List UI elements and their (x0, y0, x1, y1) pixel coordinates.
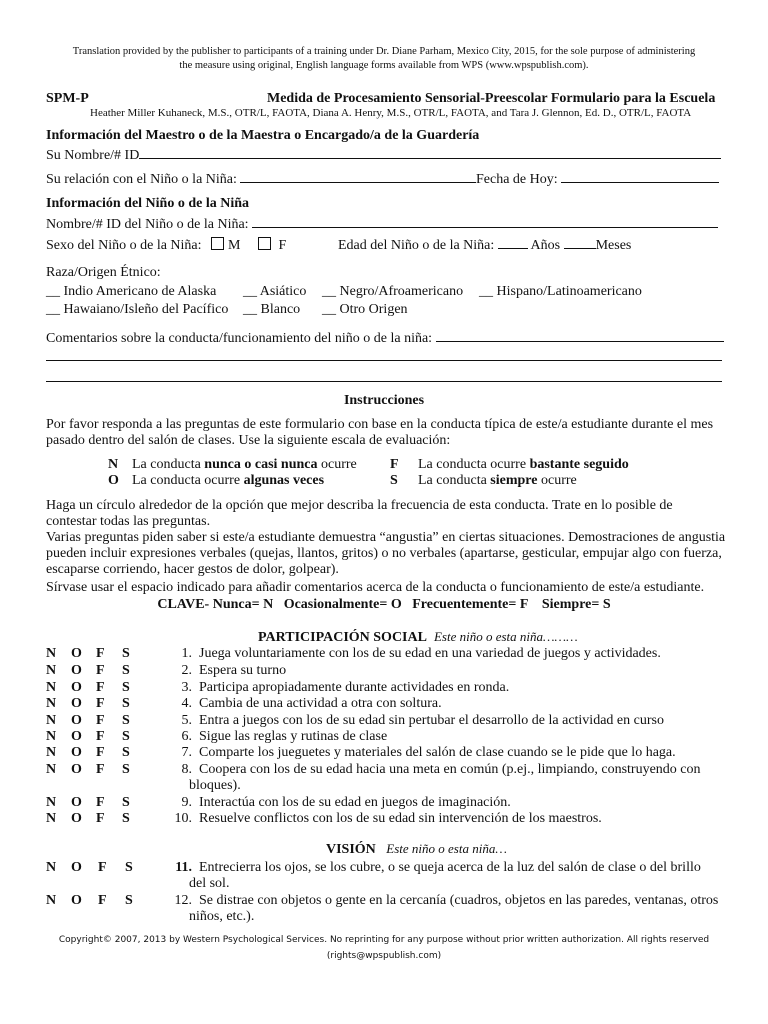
race-option-label: Hispano/Latinoamericano (496, 284, 642, 299)
question-row (46, 795, 726, 811)
answer-option-s[interactable]: S (122, 646, 130, 661)
question-number: 5. (181, 713, 192, 728)
question-row (46, 713, 726, 729)
scale-o (108, 473, 324, 489)
race-option-label: Hawaiano/Isleño del Pacífico (63, 302, 229, 317)
question-number: 1. (181, 646, 192, 661)
scale-text: La conducta (418, 473, 491, 488)
child-sex-row (46, 237, 286, 254)
race-option-checkline[interactable]: __ (322, 302, 336, 317)
answer-option-o[interactable]: O (71, 811, 82, 826)
answer-option-s[interactable]: S (122, 696, 130, 711)
answer-option-f[interactable]: F (96, 696, 105, 711)
answer-option-s[interactable]: S (122, 745, 130, 760)
scale-bold: nunca o casi nunca (204, 457, 318, 472)
social-section-heading (258, 629, 578, 646)
answer-option-f[interactable]: F (96, 663, 105, 678)
answer-option-s[interactable]: S (125, 893, 133, 908)
question-row (46, 696, 726, 712)
scale-text: La conducta ocurre (132, 473, 244, 488)
scale-text: La conducta ocurre (418, 457, 530, 472)
child-name-label: Nombre/# ID del Niño o de la Niña: (46, 217, 249, 232)
answer-option-o[interactable]: O (71, 745, 82, 760)
sex-m-checkbox[interactable] (211, 237, 224, 250)
answer-option-n[interactable]: N (46, 729, 57, 744)
answer-option-f[interactable]: F (96, 795, 105, 810)
scale-letter: N (108, 457, 119, 472)
scale-text-post: ocurre (317, 457, 357, 472)
teacher-relation-label: Su relación con el Niño o la Niña: (46, 172, 237, 187)
vision-section-heading (326, 841, 507, 858)
answer-option-o[interactable]: O (71, 795, 82, 810)
question-number: 8. (181, 762, 192, 777)
race-option-white (243, 302, 300, 318)
answer-option-n[interactable]: N (46, 762, 57, 777)
question-text-continued: del sol. (189, 876, 230, 891)
question-number: 12. (174, 893, 192, 908)
question-number: 7. (181, 745, 192, 760)
race-option-label: Otro Origen (339, 302, 408, 317)
question-row (46, 646, 726, 662)
date-field[interactable] (561, 171, 719, 183)
question-text: Coopera con los de su edad hacia una meta en común (p.ej., limpiando, construyendo con (199, 762, 701, 777)
answer-option-n[interactable]: N (46, 696, 57, 711)
question-text: Resuelve conflictos con los de su edad sin intervención de los maestros. (199, 811, 602, 826)
scale-letter: O (108, 473, 119, 488)
child-name-row (46, 216, 718, 233)
comments-row (46, 330, 724, 347)
teacher-name-row (46, 147, 721, 164)
sex-m-label: M (228, 238, 241, 253)
teacher-name-label: Su Nombre/# ID (46, 148, 140, 163)
copyright-email: (rights@wpspublish.com) (326, 951, 442, 961)
answer-option-n[interactable]: N (46, 646, 57, 661)
answer-key: CLAVE- Nunca= N Ocasionalmente= O Frecuentemente= F Siempre= S (157, 597, 611, 612)
scale-bold: algunas veces (243, 473, 325, 488)
answer-option-o[interactable]: O (71, 860, 82, 875)
race-option-other (322, 302, 408, 318)
scale-text: La conducta (132, 457, 205, 472)
question-row (46, 860, 726, 891)
instructions-paragraph-1: Por favor responda a las preguntas de este formulario con base en la conducta típica de este/a estudiante durante el mes pasado dentro del salón de clases. Use la siguiente escala de evaluación: (46, 417, 714, 448)
question-row (46, 811, 726, 827)
translation-note-line-1: Translation provided by the publisher to participants of a training under Dr. Diane Parham, Mexico City, 2015, for the sole purpose of administering (72, 46, 696, 57)
question-text: Comparte los jueguetes y materiales del salón de clase cuando se le pide que lo haga. (199, 745, 676, 760)
race-option-label: Asiático (259, 284, 307, 299)
answer-option-f[interactable]: F (98, 860, 107, 875)
comments-line-2[interactable] (46, 360, 722, 361)
question-row (46, 893, 726, 924)
race-label: Raza/Origen Étnico: (46, 265, 161, 280)
race-option-black (322, 284, 463, 300)
sex-f-checkbox[interactable] (258, 237, 271, 250)
answer-option-f[interactable]: F (96, 729, 105, 744)
question-number: 11. (175, 860, 192, 875)
race-option-checkline[interactable]: __ (243, 302, 257, 317)
question-text: Participa apropiadamente durante actividades en ronda. (199, 680, 510, 695)
scale-text-post: ocurre (537, 473, 577, 488)
question-text-continued: bloques). (189, 778, 241, 793)
answer-option-f[interactable]: F (96, 811, 105, 826)
social-heading: PARTICIPACIÓN SOCIAL (258, 630, 427, 645)
instructions-heading: Instrucciones (343, 393, 425, 408)
answer-option-f[interactable]: F (96, 762, 105, 777)
answer-option-n[interactable]: N (46, 663, 57, 678)
answer-option-f[interactable]: F (96, 745, 105, 760)
scale-bold: bastante seguido (529, 457, 629, 472)
date-label: Fecha de Hoy: (476, 172, 558, 187)
comments-label: Comentarios sobre la conducta/funcionamiento del niño o de la niña: (46, 331, 433, 346)
teacher-section-heading: Información del Maestro o de la Maestra o Encargado/a de la Guardería (46, 128, 480, 143)
scale-letter: S (390, 473, 398, 488)
race-option-hispanic (479, 284, 642, 300)
answer-option-f[interactable]: F (96, 713, 105, 728)
answer-option-o[interactable]: O (71, 646, 82, 661)
teacher-relation-field[interactable] (240, 171, 476, 183)
child-age-row (338, 237, 631, 254)
race-option-checkline[interactable]: __ (322, 284, 336, 299)
question-number: 3. (181, 680, 192, 695)
answer-option-o[interactable]: O (71, 729, 82, 744)
answer-option-o[interactable]: O (71, 762, 82, 777)
answer-option-f[interactable]: F (98, 893, 107, 908)
question-text: Entra a juegos con los de su edad sin pertubar el desarrollo de la actividad en curso (199, 713, 664, 728)
answer-option-s[interactable]: S (122, 762, 130, 777)
age-years-field[interactable] (498, 237, 528, 249)
age-months-label: Meses (595, 238, 632, 253)
race-option-label: Negro/Afroamericano (339, 284, 464, 299)
question-row (46, 680, 726, 696)
question-text: Espera su turno (199, 663, 287, 678)
answer-option-n[interactable]: N (46, 860, 57, 875)
vision-heading: VISIÓN (326, 842, 376, 857)
copyright-line: Copyright© 2007, 2013 by Western Psychological Services. No reprinting for any purpose without prior written authorization. All rights reserved (58, 935, 710, 945)
answer-option-o[interactable]: O (71, 663, 82, 678)
form-title: Medida de Procesamiento Sensorial-Preescolar Formulario para la Escuela (267, 91, 716, 106)
teacher-name-field[interactable] (139, 147, 721, 159)
scale-bold: siempre (490, 473, 538, 488)
scale-letter: F (390, 457, 399, 472)
sex-f-label: F (278, 238, 287, 253)
question-row (46, 663, 726, 679)
question-number: 9. (181, 795, 192, 810)
scale-n (108, 457, 357, 473)
answer-option-n[interactable]: N (46, 713, 57, 728)
race-option-hawaiian (46, 302, 228, 318)
answer-option-o[interactable]: O (71, 696, 82, 711)
question-row (46, 745, 726, 761)
vision-subheading: Este niño o esta niña… (386, 841, 507, 856)
question-row (46, 729, 726, 745)
form-authors: Heather Miller Kuhaneck, M.S., OTR/L, FAOTA, Diana A. Henry, M.S., OTR/L, FAOTA, and Tara J. Glennon, Ed. D., OTR/L, FAOTA (90, 107, 692, 119)
answer-option-n[interactable]: N (46, 680, 57, 695)
answer-option-n[interactable]: N (46, 795, 57, 810)
answer-option-o[interactable]: O (71, 893, 82, 908)
answer-option-n[interactable]: N (46, 745, 57, 760)
answer-option-f[interactable]: F (96, 646, 105, 661)
scale-f (390, 457, 629, 473)
answer-option-s[interactable]: S (125, 860, 133, 875)
race-option-checkline[interactable]: __ (243, 284, 257, 299)
question-number: 6. (181, 729, 192, 744)
question-text-continued: niños, etc.). (189, 909, 255, 924)
race-option-row-1 (46, 284, 216, 300)
age-months-field[interactable] (564, 237, 596, 249)
answer-option-s[interactable]: S (122, 811, 130, 826)
race-option-asian (243, 284, 306, 300)
question-text: Sigue las reglas y rutinas de clase (199, 729, 388, 744)
answer-option-s[interactable]: S (122, 663, 130, 678)
child-name-field[interactable] (252, 216, 718, 228)
instructions-paragraph-3: Varias preguntas piden saber si este/a estudiante demuestra “angustia” en ciertas situaciones. Demostraciones de angustia pueden incluir expresiones verbales (quejas, llantos, gritos) o no verbales (apartarse, gesticular, empujar algo con fuerza, escaparse corriendo, hacer gestos de dolor, golpear). (46, 530, 726, 577)
answer-option-s[interactable]: S (122, 729, 130, 744)
scale-s (390, 473, 577, 489)
child-section-heading: Información del Niño o de la Niña (46, 196, 250, 211)
question-number: 10. (174, 811, 192, 826)
date-row (476, 171, 719, 188)
answer-option-f[interactable]: F (96, 680, 105, 695)
question-text: Se distrae con objetos o gente en la cercanía (cuadros, objetos en las paredes, ventanas, otros (199, 893, 719, 908)
answer-option-s[interactable]: S (122, 795, 130, 810)
race-option-checkline[interactable]: __ (46, 302, 60, 317)
question-text: Cambia de una actividad a otra con soltura. (199, 696, 442, 711)
child-age-label: Edad del Niño o de la Niña: (338, 238, 495, 253)
question-text: Interactúa con los de su edad en juegos de imaginación. (199, 795, 511, 810)
question-number: 4. (181, 696, 192, 711)
age-years-label: Años (530, 238, 561, 253)
race-option-label: Blanco (260, 302, 301, 317)
answer-option-n[interactable]: N (46, 893, 57, 908)
question-number: 2. (181, 663, 192, 678)
social-subheading: Este niño o esta niña……… (433, 629, 578, 644)
race-option-label: Indio Americano de Alaska (63, 284, 217, 299)
child-sex-label: Sexo del Niño o de la Niña: (46, 238, 202, 253)
form-code: SPM-P (46, 91, 89, 106)
comments-line-3[interactable] (46, 381, 722, 382)
answer-option-s[interactable]: S (122, 680, 130, 695)
question-text: Entrecierra los ojos, se los cubre, o se queja acerca de la luz del salón de clase o del brillo (199, 860, 701, 875)
question-text: Juega voluntariamente con los de su edad en una variedad de juegos y actividades. (199, 646, 661, 661)
question-row (46, 762, 726, 793)
answer-option-o[interactable]: O (71, 713, 82, 728)
answer-option-n[interactable]: N (46, 811, 57, 826)
instructions-paragraph-4: Sírvase usar el espacio indicado para añadir comentarios acerca de la conducta o funcionamiento de este/a estudiante. (46, 580, 705, 595)
instructions-paragraph-2: Haga un círculo alrededor de la opción que mejor describa la frecuencia de esta conducta. Trate en lo posible de contestar todas las preguntas. (46, 498, 673, 529)
race-option-checkline[interactable]: __ (479, 284, 493, 299)
teacher-relation-row (46, 171, 476, 188)
answer-option-o[interactable]: O (71, 680, 82, 695)
comments-field[interactable] (436, 330, 724, 342)
translation-note-line-2: the measure using original, English language forms available from WPS (www.wpspublish.com). (179, 60, 589, 71)
race-option-checkline[interactable]: __ (46, 284, 60, 299)
answer-option-s[interactable]: S (122, 713, 130, 728)
